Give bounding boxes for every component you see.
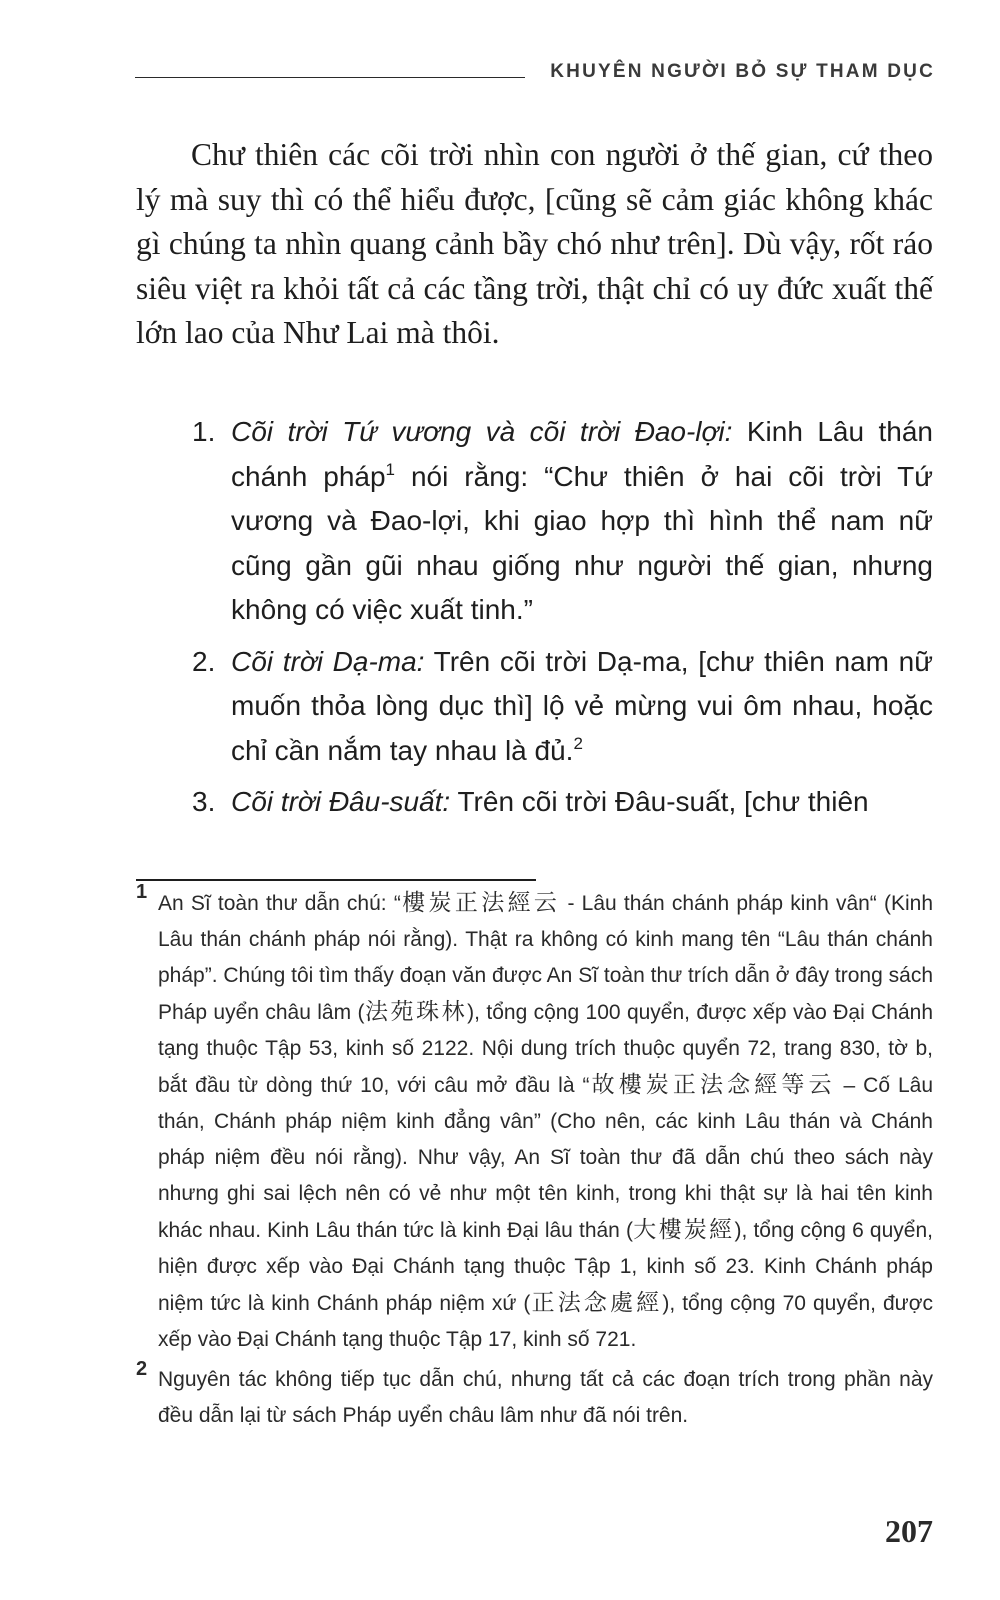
footnote-text: ), tổng cộng 100 quyển, được xếp vào Đại Chánh tạng thuộc Tập 53, kinh số 2122. Nội dung trích thuộc quyển 72, trang 830, tờ b, bắt đầu từ dòng thứ 10, với câu mở đầu là “	[158, 1001, 933, 1097]
chinese-text: 樓炭正法經云	[400, 890, 561, 916]
list-item-text: nói rằng: “Chư thiên ở hai cõi trời Tứ vương và Đao-lợi, khi giao hợp thì hình thể nam nữ cũng gần gũi nhau giống như người thế gian, nhưng không có việc xuất tinh.”	[231, 460, 933, 625]
list-item	[136, 640, 933, 774]
footnotes	[136, 881, 934, 1438]
footnote-text: - Lâu thán chánh pháp kinh vân“ (Kinh Lâu thán chánh pháp nói rằng). Thật ra không có kinh mang tên “Lâu thán chánh pháp”. Chúng tôi tìm thấy đoạn văn được An Sĩ toàn thư trích dẫn ở đây trong sách Pháp uyển châu lâm (	[158, 892, 934, 1024]
footnote-text: – Cố Lâu thán, Chánh pháp niệm kinh đẳng vân” (Cho nên, các kinh Lâu thán và Chánh pháp niệm đều nói rằng). Như vậy, An Sĩ toàn thư đã dẫn chú theo sách này nhưng ghi sai lệch nên có vẻ như một tên kinh, trong khi thật sự là hai tên kinh khác nhau. Kinh Lâu thán tức là kinh Đại lâu thán (	[158, 1074, 934, 1242]
chinese-text: 正法念處經	[530, 1290, 663, 1316]
list-item-term: Cõi trời Tứ vương và cõi trời Đao-lợi:	[231, 416, 733, 447]
footnote-2	[136, 1358, 933, 1434]
numbered-list	[136, 410, 933, 832]
list-item-term: Cõi trời Dạ-ma:	[231, 645, 425, 677]
list-item	[136, 410, 933, 633]
footnote-ref[interactable]: 1	[385, 459, 396, 479]
footnote-text: ), tổng cộng 70 quyển, được xếp vào Đại Chánh tạng thuộc Tập 17, kinh số 721.	[158, 1292, 934, 1351]
footnote-text: An Sĩ toàn thư dẫn chú: “	[158, 892, 401, 915]
running-header	[135, 58, 935, 88]
chinese-text: 法苑珠林	[364, 999, 468, 1025]
body-paragraph: Chư thiên các cõi trời nhìn con người ở thế gian, cứ theo lý mà suy thì có thể hiểu được, [cũng sẽ cảm giác không khác gì chúng ta nhìn quang cảnh bầy chó như trên]. Dù vậy, rốt ráo siêu việt ra khỏi tất cả các tầng trời, thật chỉ có uy đức xuất thế lớn lao của Như Lai mà thôi.	[136, 137, 933, 350]
list-item-text: Trên cõi trời Dạ-ma, [chư thiên nam nữ muốn thỏa lòng dục thì] lộ vẻ mừng vui ôm nhau, hoặc chỉ cần nắm tay nhau là đủ.	[231, 645, 933, 766]
page-number: 207	[885, 1513, 933, 1549]
list-item-number: 3.	[192, 786, 216, 817]
footnote-text: Nguyên tác không tiếp tục dẫn chú, nhưng tất cả các đoạn trích trong phần này đều dẫn lại từ sách Pháp uyển châu lâm như đã nói trên.	[158, 1368, 933, 1427]
running-title: KHUYÊN NGƯỜI BỎ SỰ THAM DỤC	[550, 61, 935, 82]
list-item-number: 1.	[192, 416, 216, 447]
list-item	[136, 780, 933, 825]
header-rule	[135, 77, 525, 78]
footnote-separator	[136, 879, 536, 881]
footnote-number: 1	[136, 881, 148, 903]
footnote-ref[interactable]: 2	[573, 733, 583, 753]
list-item-text: Trên cõi trời Đâu-suất, [chư thiên	[450, 786, 869, 817]
footnote-text: ), tổng cộng 6 quyển, hiện được xếp vào Đại Chánh tạng thuộc Tập 1, kinh số 23. Kinh Chánh pháp niệm tức là kinh Chánh pháp niệm xứ (	[158, 1219, 933, 1315]
chinese-text: 故樓炭正法念經等云	[589, 1072, 836, 1098]
chinese-text: 大樓炭經	[632, 1217, 735, 1243]
list-item-number: 2.	[192, 645, 216, 677]
footnote-number: 2	[136, 1358, 148, 1380]
list-item-term: Cõi trời Đâu-suất:	[231, 786, 451, 817]
footnote-1	[136, 881, 934, 1358]
list-item-text: Kinh Lâu thán chánh pháp	[231, 416, 933, 492]
